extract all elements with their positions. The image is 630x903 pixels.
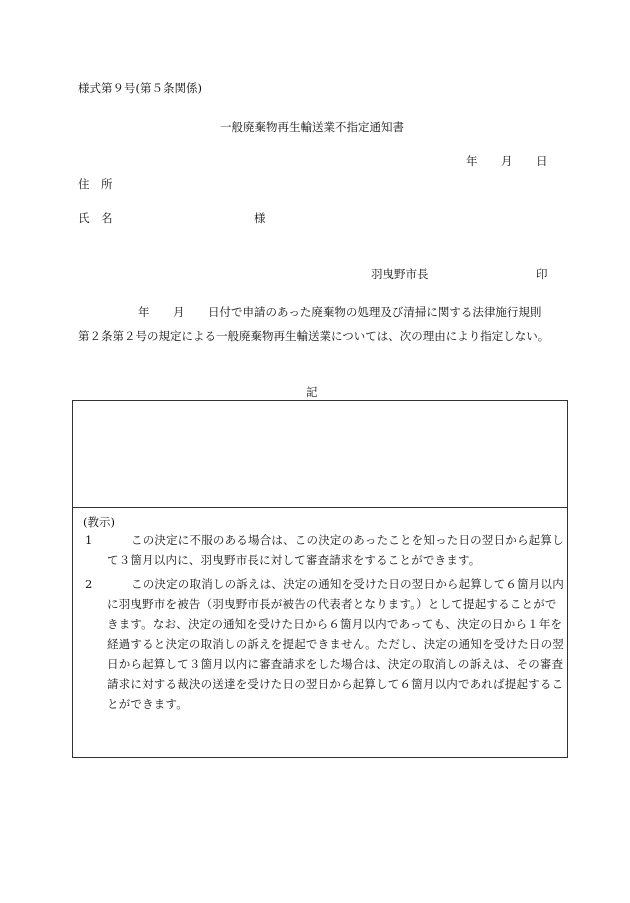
document-title: 一般廃棄物再生輸送業不指定通知書 [220, 120, 404, 134]
form-number: 様式第９号(第５条関係) [78, 81, 202, 95]
address-label: 住 所 [78, 177, 113, 191]
instruction-heading: (教示) [83, 515, 115, 529]
body-month: 月 [173, 305, 185, 319]
instruction-item-text: この決定に不服のある場合は、この決定のあったことを知った日の翌日から起算して３箇月以内に、羽曳野市長に対して審査請求をすることができます。 [107, 533, 564, 567]
box-divider [73, 507, 567, 508]
instruction-item-number: 1 [85, 533, 93, 547]
instruction-item-number: 2 [85, 577, 93, 591]
instruction-item-text: この決定の取消しの訴えは、決定の通知を受けた日の翌日から起算して６箇月以内に羽曳野市を被告（羽曳野市長が被告の代表者となります。）として提起することができます。なお、決定の通知を受けた日から６箇月以内であっても、決定の日から１年を経過すると決定の取消しの訴えを提起できません。ただし、決定の通知を受けた日の翌日から起算して３箇月以内に審査請求をした場合は、決定の取消しの訴えは、その審査請求に対する裁決の送達を受けた日の翌日から起算して６箇月以内であれば提起することができます。 [107, 577, 564, 711]
date-year-label: 年 [466, 154, 478, 168]
issuer-name: 羽曳野市長 [371, 267, 429, 281]
body-year: 年 [138, 305, 150, 319]
body-line1: 日付で申請のあった廃棄物の処理及び清掃に関する法律施行規則 [208, 305, 542, 319]
name-label: 氏 名 [78, 211, 113, 225]
date-day-label: 日 [536, 154, 548, 168]
date-month-label: 月 [501, 154, 513, 168]
record-box [72, 400, 568, 758]
body-line2: 第２条第２号の規定による一般廃棄物再生輸送業については、次の理由により指定しない。 [78, 329, 550, 343]
seal-mark: 印 [536, 267, 548, 281]
honorific: 様 [254, 211, 266, 225]
record-heading: 記 [306, 385, 318, 399]
